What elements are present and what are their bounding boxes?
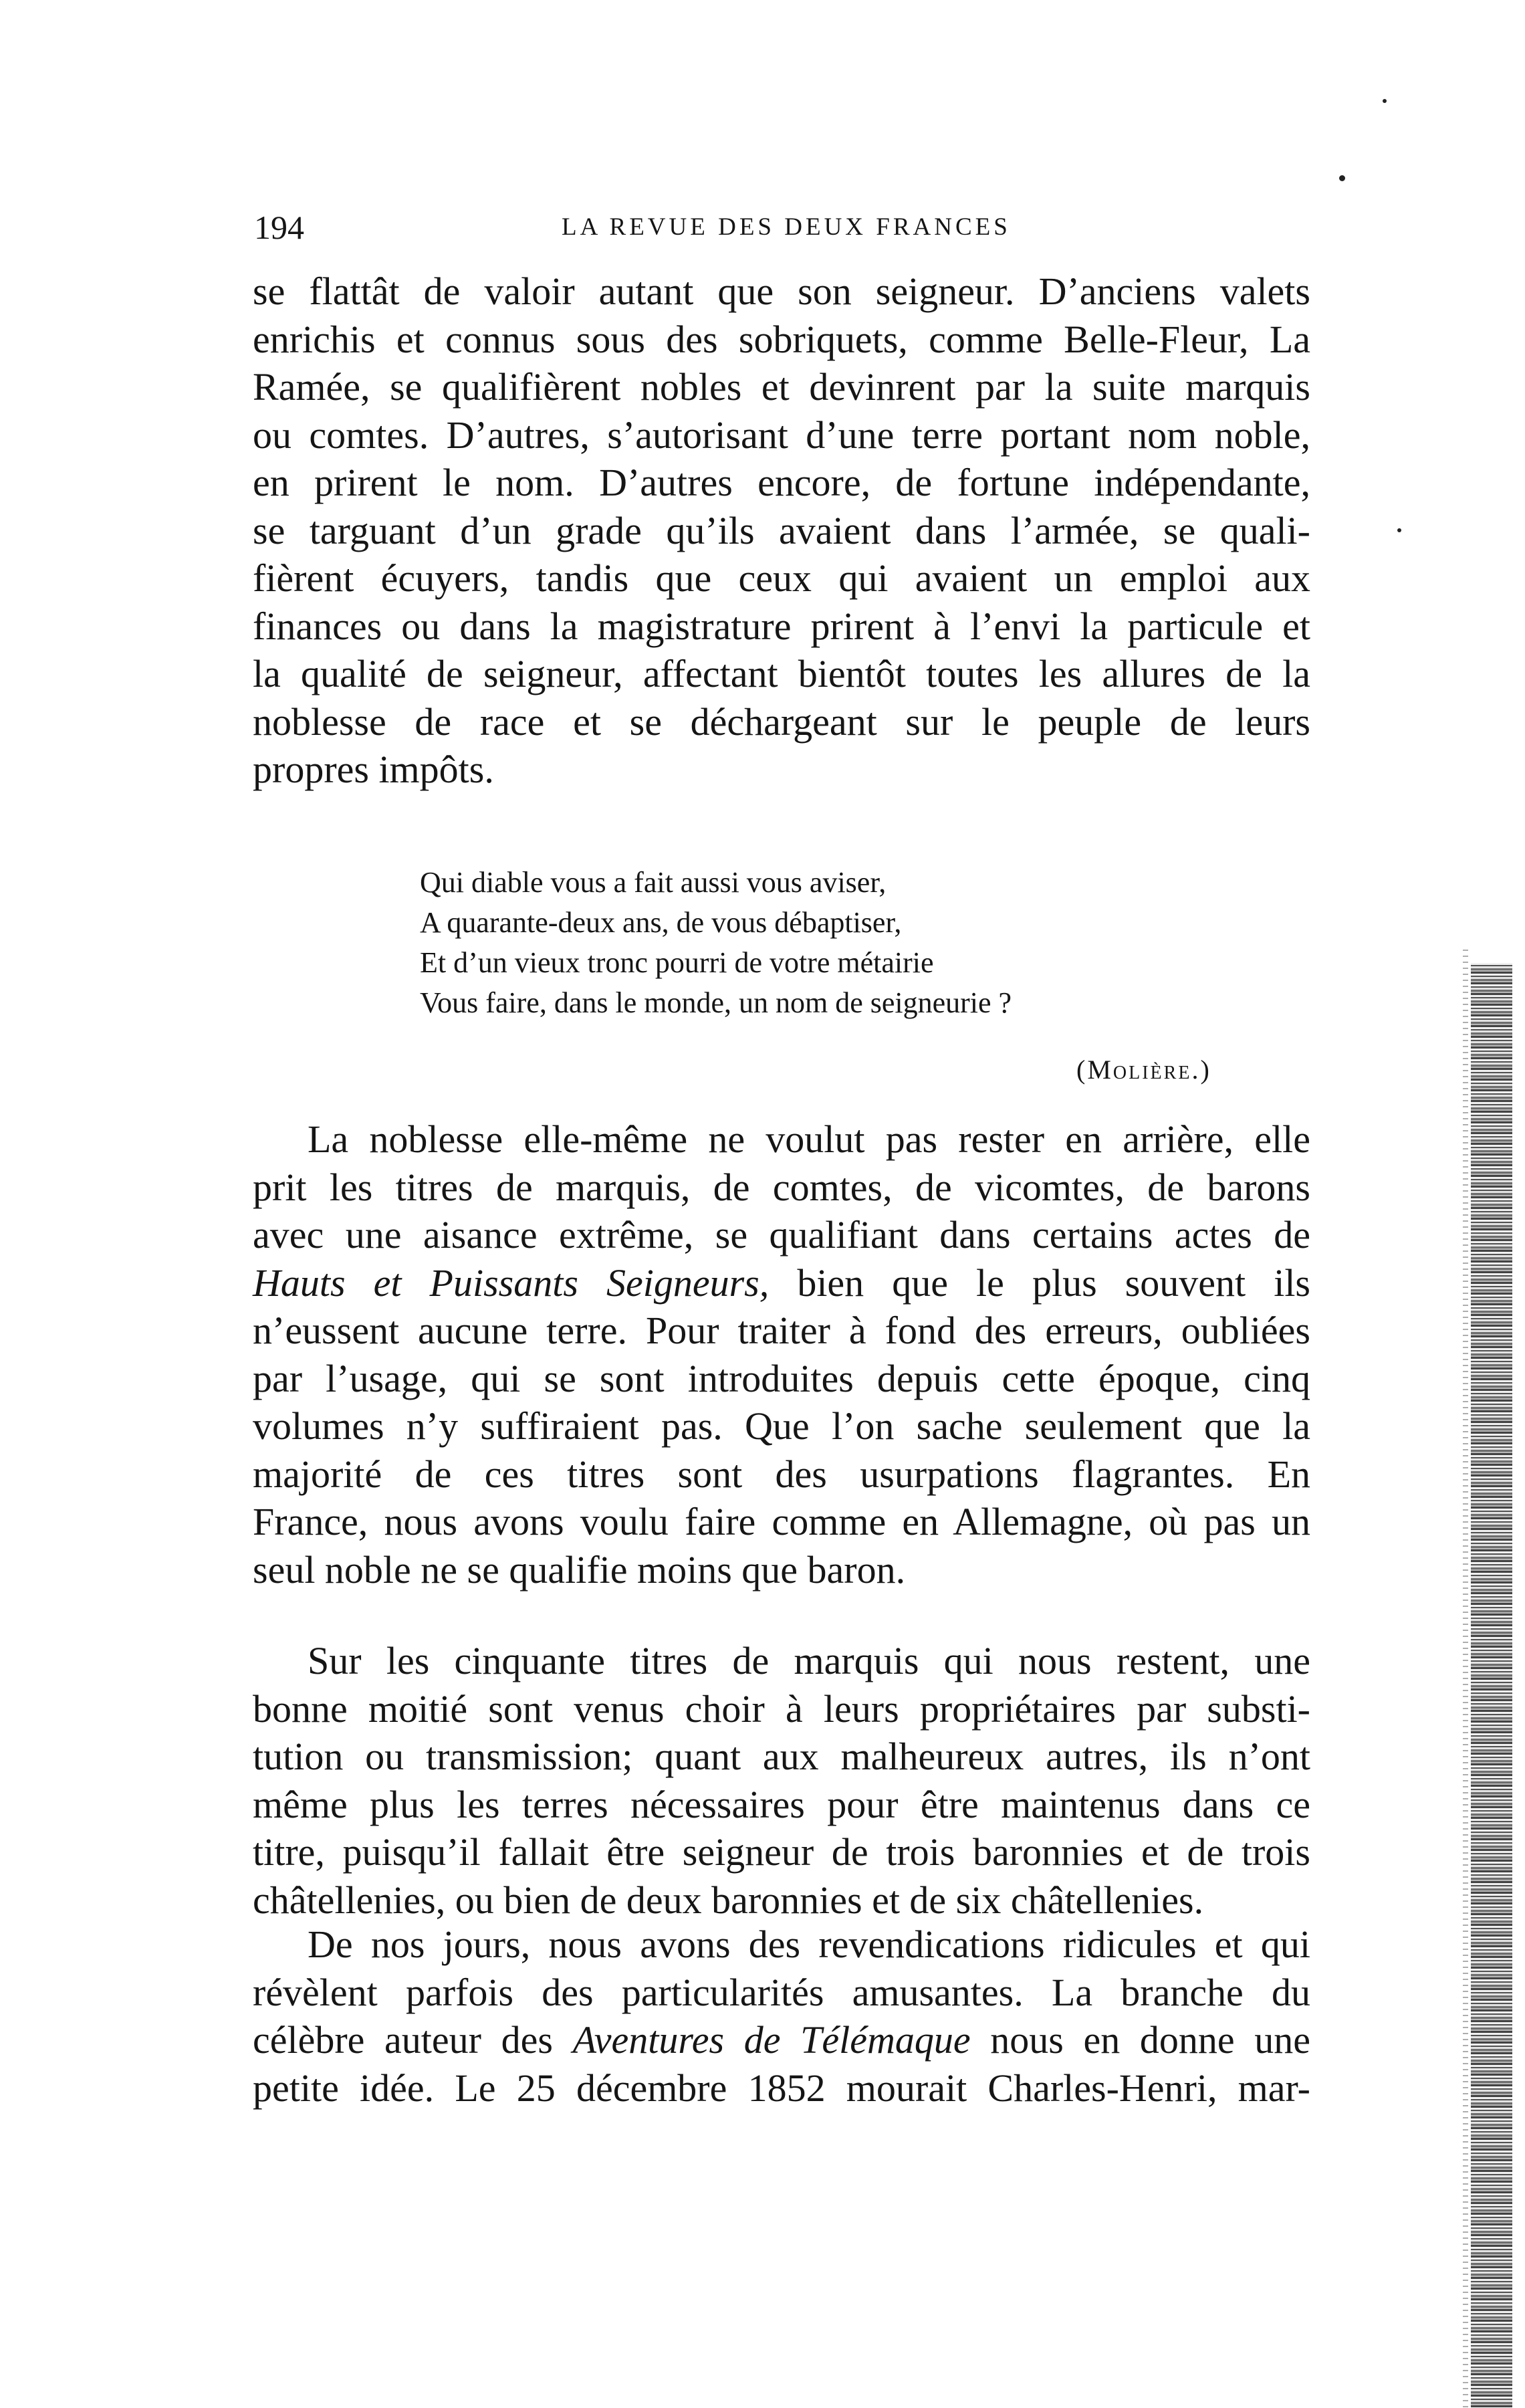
text-line-mixed [253, 2016, 1310, 2064]
text-line: prit les titres de marquis, de comtes, de vicomtes, de barons [253, 1165, 1310, 1209]
scan-edge-shadow [1463, 950, 1468, 2407]
scan-page-edge [1471, 963, 1512, 2407]
verse-quotation [420, 863, 1222, 1023]
attribution-open: ( [1076, 1055, 1088, 1085]
text-line: majorité de ces titres sont des usurpations flagrantes. En [253, 1452, 1310, 1496]
text-line: bonne moitié sont venus choir à leurs propriétaires par substi- [253, 1686, 1310, 1731]
text-line: La noblesse elle-même ne voulut pas rester en arrière, elle [308, 1117, 1310, 1161]
attribution-close: .) [1191, 1055, 1211, 1085]
verse-line: Vous faire, dans le monde, un nom de seigneurie ? [420, 986, 1012, 1019]
scan-speck [1397, 528, 1401, 532]
text-line: De nos jours, nous avons des revendications ridicules et qui [308, 1923, 1310, 1966]
text-line: en prirent le nom. D’autres encore, de fortune indépendante, [253, 461, 1310, 504]
text-line: même plus les terres nécessaires pour être maintenus dans ce [253, 1782, 1310, 1826]
text-line: enrichis et connus sous des sobriquets, comme Belle-Fleur, La [253, 317, 1310, 361]
paragraph-1 [253, 267, 1310, 794]
text-line: Sur les cinquante titres de marquis qui nous restent, une [308, 1639, 1310, 1682]
text-line: châtellenies, ou bien de deux baronnies et de six châtellenies. [253, 1878, 1204, 1922]
text-line: propres impôts. [253, 748, 494, 791]
text-line: finances ou dans la magistrature prirent à l’envi la particule et [253, 604, 1310, 648]
text-line: la qualité de seigneur, affectant bientôt toutes les allures de la [253, 652, 1310, 695]
text-line: se flattât de valoir autant que son seigneur. D’anciens valets [253, 269, 1310, 313]
text-line: seul noble ne se qualifie moins que baron. [253, 1547, 906, 1592]
verse-attribution [1076, 1050, 1211, 1090]
text-line-mixed [253, 1259, 1310, 1307]
paragraph-2 [253, 1115, 1310, 1594]
text-line: titre, puisqu’il fallait être seigneur de trois baronnies et de trois [253, 1830, 1310, 1874]
text-run: bien que le plus souvent ils [769, 1261, 1311, 1305]
text-line: avec une aisance extrême, se qualifiant dans certains actes de [253, 1213, 1310, 1256]
text-line: fièrent écuyers, tandis que ceux qui avaient un emploi aux [253, 556, 1310, 600]
scan-speck [1339, 175, 1345, 181]
verse-line: Qui diable vous a fait aussi vous aviser, [420, 866, 887, 899]
text-line: noblesse de race et se déchargeant sur le peuple de leurs [253, 699, 1310, 744]
scan-speck [1383, 99, 1387, 103]
text-line: ou comtes. D’autres, s’autorisant d’une terre portant nom noble, [253, 413, 1310, 457]
text-line: France, nous avons voulu faire comme en Allemagne, où pas un [253, 1500, 1310, 1543]
text-line: volumes n’y suffiraient pas. Que l’on sache seulement que la [253, 1404, 1310, 1448]
page-number: 194 [254, 209, 304, 246]
verse-line: A quarante-deux ans, de vous débaptiser, [420, 906, 902, 939]
running-title: LA REVUE DES DEUX FRANCES [562, 213, 1011, 241]
text-line: révèlent parfois des particularités amusantes. La branche du [253, 1970, 1310, 2014]
text-line: Ramée, se qualifièrent nobles et devinrent par la suite marquis [253, 365, 1310, 409]
text-line: petite idée. Le 25 décembre 1852 mourait Charles-Henri, mar- [253, 2066, 1310, 2110]
text-line: n’eussent aucune terre. Pour traiter à fond des erreurs, oubliées [253, 1309, 1310, 1352]
page-header [254, 207, 1297, 247]
text-line: se targuant d’un grade qu’ils avaient dans l’armée, se quali- [253, 508, 1310, 552]
verse-line: Et d’un vieux tronc pourri de votre métairie [420, 946, 934, 979]
italic-phrase: Hauts et Puissants Seigneurs, [253, 1261, 770, 1305]
italic-title: Aventures de Télémaque [572, 2018, 971, 2062]
text-run: célèbre auteur des [253, 2018, 573, 2062]
text-line: par l’usage, qui se sont introduites depuis cette époque, cinq [253, 1356, 1310, 1400]
paragraph-3 [253, 1637, 1310, 1924]
text-line: tution ou transmission; quant aux malheureux autres, ils n’ont [253, 1735, 1310, 1778]
text-run: nous en donne une [970, 2018, 1310, 2062]
paragraph-4 [253, 1921, 1310, 2112]
attribution-author: Molière [1087, 1055, 1192, 1085]
